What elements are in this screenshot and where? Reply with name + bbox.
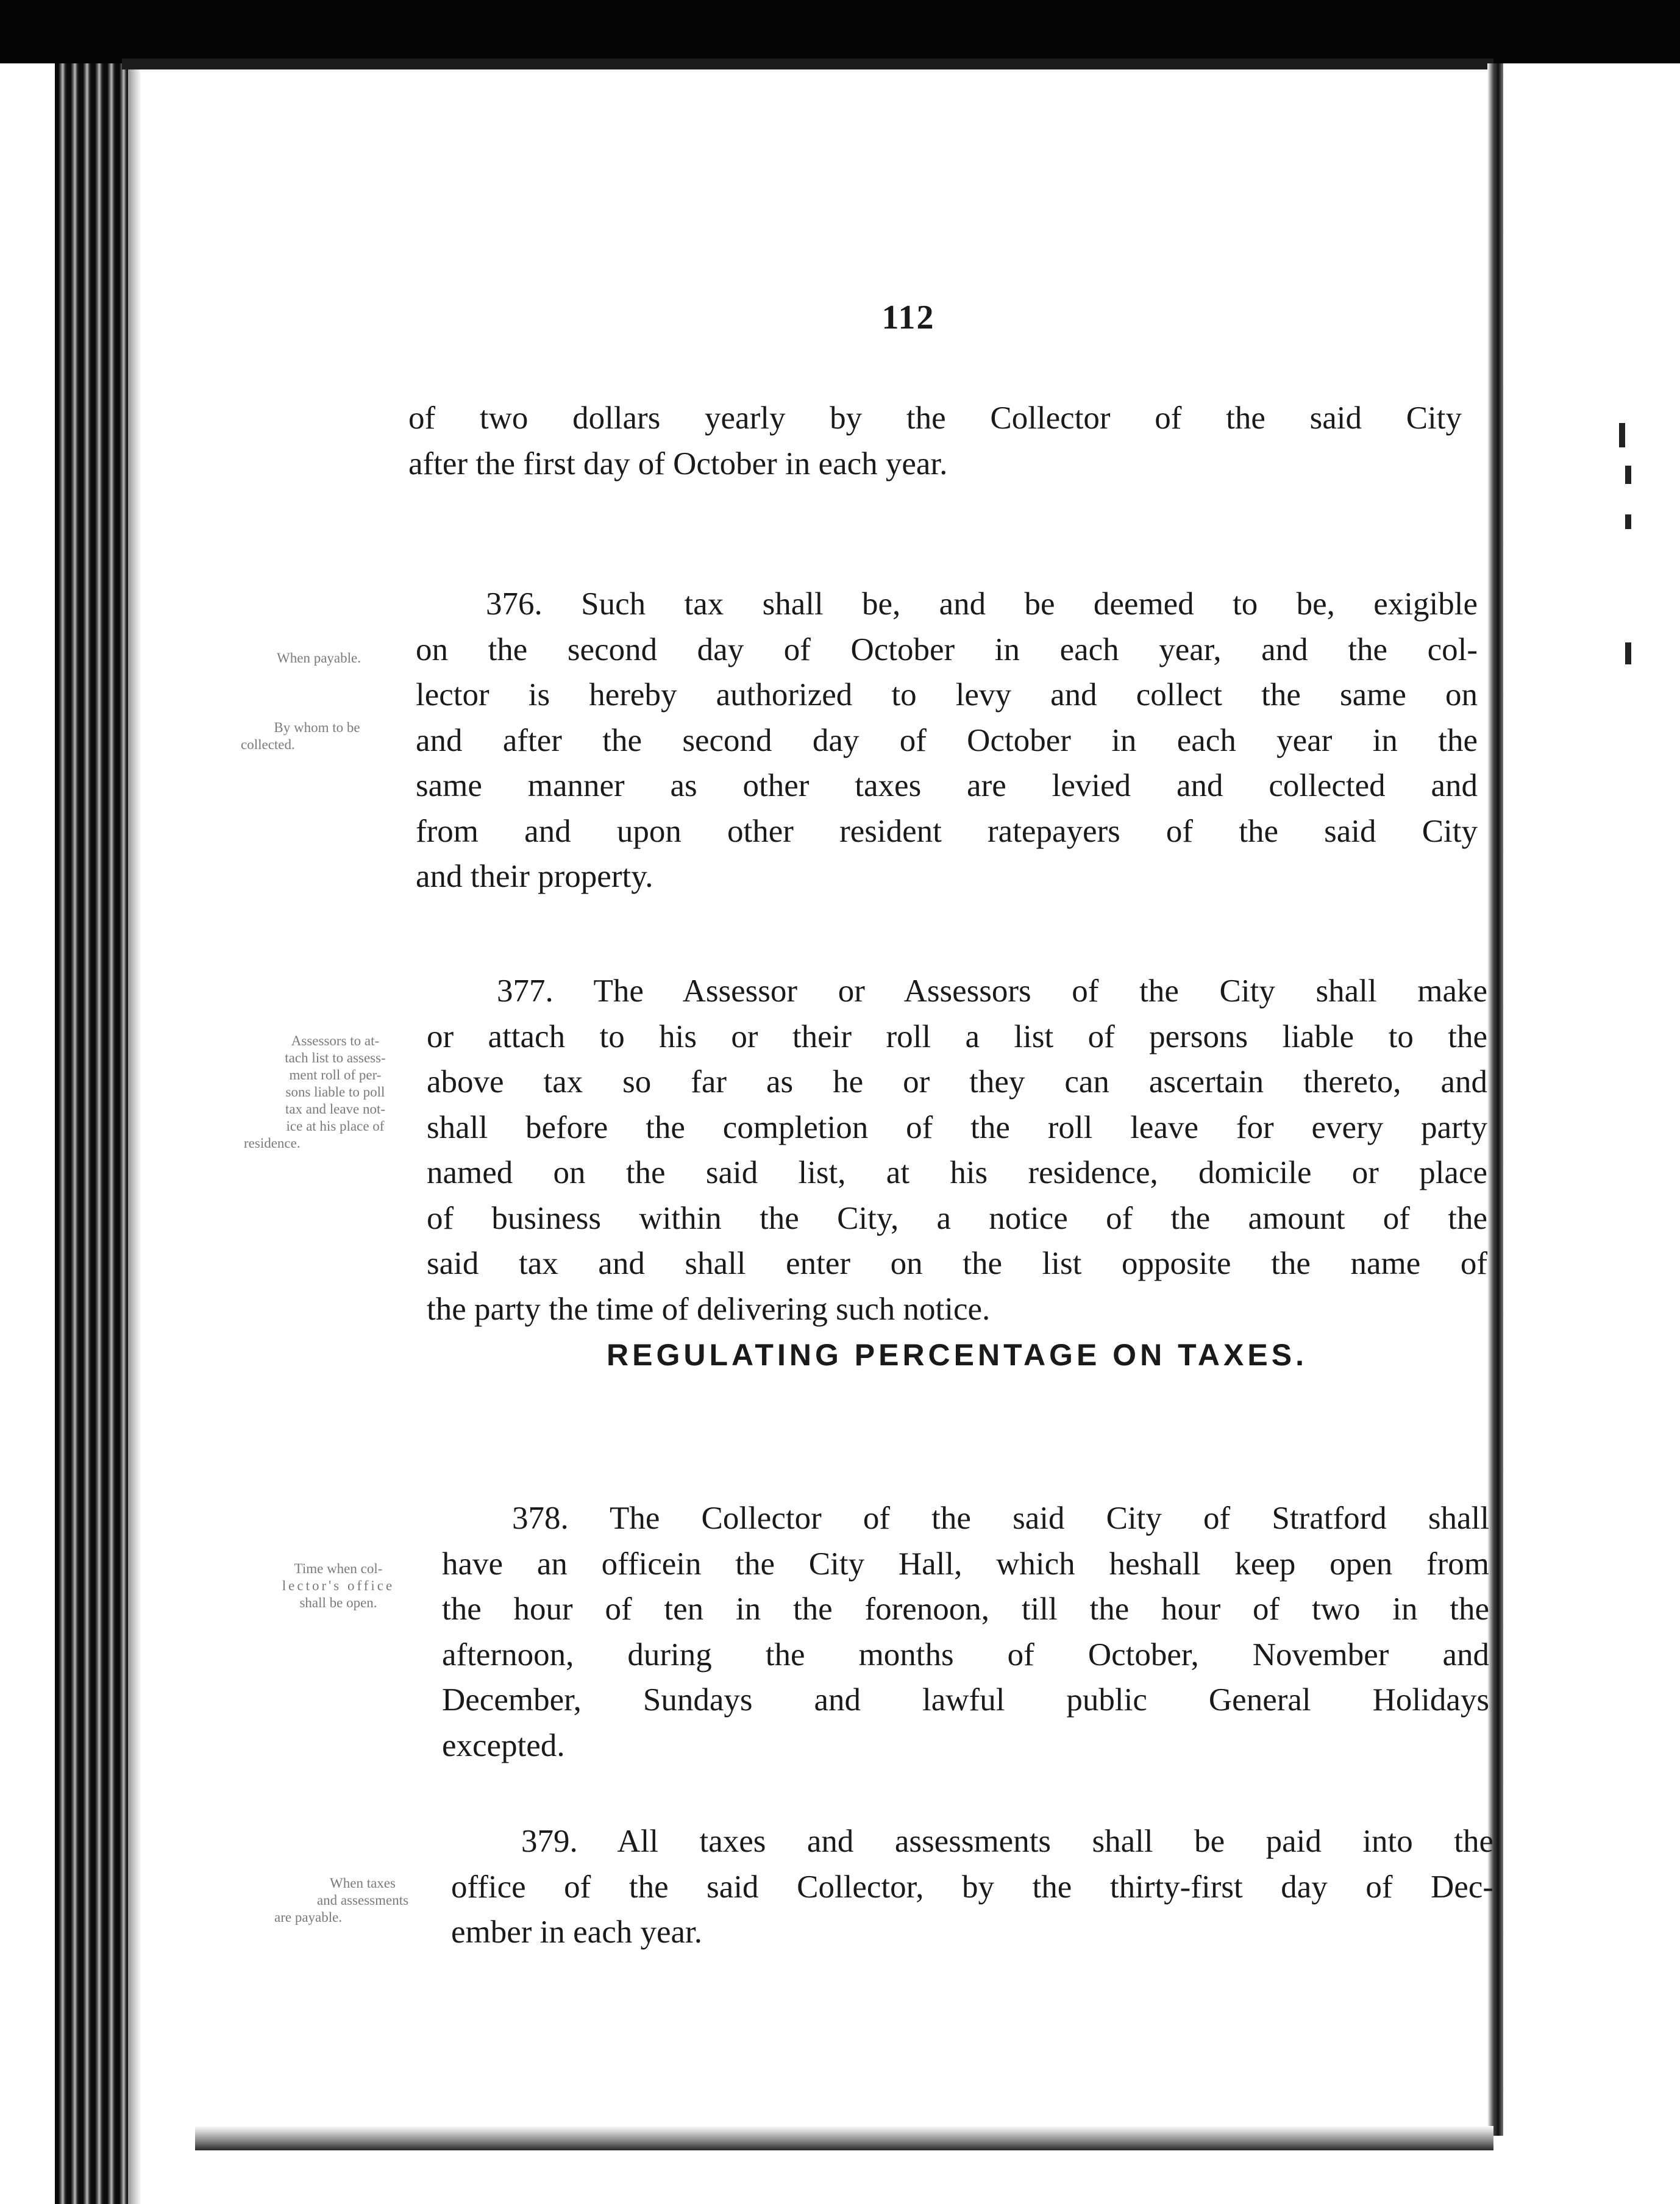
scan-margin-left xyxy=(0,63,55,2204)
text-line: office of the said Collector, by the thirty-first day of Dec- xyxy=(451,1869,1493,1905)
section-379 xyxy=(451,1819,1493,1955)
text-line xyxy=(442,1496,1489,1541)
text-line: above tax so far as he or they can ascertain thereto, and xyxy=(427,1064,1487,1100)
page-number: 112 xyxy=(881,299,935,336)
page-top-shadow xyxy=(122,59,1493,69)
text-line: on the second day of October in each year, and the col- xyxy=(416,631,1478,667)
facing-page-glyph xyxy=(1625,514,1631,529)
text-line: of business within the City, a notice of the amount of the xyxy=(427,1200,1487,1236)
text-line-content: Such tax shall be, and be deemed to be, exigible xyxy=(581,586,1478,622)
text-line: the party the time of delivering such notice. xyxy=(427,1291,991,1327)
text-line: lector is hereby authorized to levy and collect the same on xyxy=(416,677,1478,713)
section-heading: REGULATING PERCENTAGE ON TAXES. xyxy=(607,1338,1308,1372)
text-line: and after the second day of October in each year in the xyxy=(416,722,1478,758)
page-bottom-shadow xyxy=(195,2126,1493,2150)
side-note-assessors xyxy=(244,1033,427,1152)
text-line: shall before the completion of the roll leave for every party xyxy=(427,1109,1487,1145)
text-line: from and upon other resident ratepayers of the said City xyxy=(416,813,1478,849)
side-note-when-taxes-payable xyxy=(274,1875,451,1926)
section-number: 377. xyxy=(497,973,553,1009)
text-line: excepted. xyxy=(442,1727,565,1763)
text-line-content: All taxes and assessments shall be paid into the xyxy=(617,1824,1494,1859)
side-note-line: ment roll of per- xyxy=(289,1067,382,1082)
text-line: same manner as other taxes are levied and collected and xyxy=(416,768,1478,803)
side-note-line: are payable. xyxy=(274,1910,343,1925)
continuation-paragraph xyxy=(408,396,1462,486)
text-line: of two dollars yearly by the Collector of the said City xyxy=(408,400,1462,436)
text-line xyxy=(427,969,1487,1014)
side-note-line: When payable. xyxy=(277,650,361,666)
text-line: December, Sundays and lawful public General Holidays xyxy=(442,1682,1489,1718)
facing-page-glyph xyxy=(1619,423,1625,447)
section-number: 376. xyxy=(486,586,543,622)
side-note-office-hours xyxy=(247,1560,430,1612)
text-line: and their property. xyxy=(416,859,653,894)
side-note-line: tach list to assess- xyxy=(285,1050,386,1065)
section-378 xyxy=(442,1496,1489,1768)
facing-page xyxy=(1503,63,1680,2204)
text-line: said tax and shall enter on the list opposite the name of xyxy=(427,1246,1487,1281)
section-377 xyxy=(427,969,1487,1332)
text-line: the hour of ten in the forenoon, till the hour of two in the xyxy=(442,1591,1489,1627)
book-edge-shadow xyxy=(128,63,141,2204)
facing-page-glyph xyxy=(1625,642,1631,664)
side-note-line: By whom to be xyxy=(274,720,360,735)
text-line-content: The Assessor or Assessors of the City shall make xyxy=(593,973,1487,1009)
scan-border-top xyxy=(0,0,1680,63)
section-number: 378. xyxy=(512,1501,569,1536)
side-note-line: tax and leave not- xyxy=(285,1101,386,1117)
side-note-line: lector's office xyxy=(282,1578,395,1593)
text-line xyxy=(416,581,1478,627)
side-note-line: shall be open. xyxy=(299,1595,377,1610)
text-line: or attach to his or their roll a list of persons liable to the xyxy=(427,1018,1487,1054)
facing-page-glyph xyxy=(1625,466,1631,484)
text-line: named on the said list, at his residence, domicile or place xyxy=(427,1155,1487,1190)
text-line: afternoon, during the months of October, November and xyxy=(442,1637,1489,1673)
side-note-line: residence. xyxy=(244,1136,301,1151)
side-note-when-payable xyxy=(243,650,395,667)
text-line: have an officein the City Hall, which heshall keep open from xyxy=(442,1546,1489,1582)
book-page xyxy=(140,69,1494,2126)
text-line: ember in each year. xyxy=(451,1914,702,1950)
section-376 xyxy=(416,581,1478,900)
section-number: 379. xyxy=(521,1824,578,1859)
text-line xyxy=(451,1819,1493,1865)
book-page-edges xyxy=(55,63,128,2204)
side-note-by-whom xyxy=(241,719,393,753)
side-note-line: ice at his place of xyxy=(286,1118,385,1134)
text-line: after the first day of October in each year. xyxy=(408,446,948,482)
side-note-line: Assessors to at- xyxy=(291,1033,380,1048)
text-line-content: The Collector of the said City of Stratford shall xyxy=(609,1501,1490,1536)
side-note-line: When taxes xyxy=(330,1875,396,1891)
side-note-line: Time when col- xyxy=(294,1561,383,1576)
side-note-line: collected. xyxy=(241,737,295,752)
side-note-line: and assessments xyxy=(316,1893,409,1908)
side-note-line: sons liable to poll xyxy=(285,1084,385,1100)
